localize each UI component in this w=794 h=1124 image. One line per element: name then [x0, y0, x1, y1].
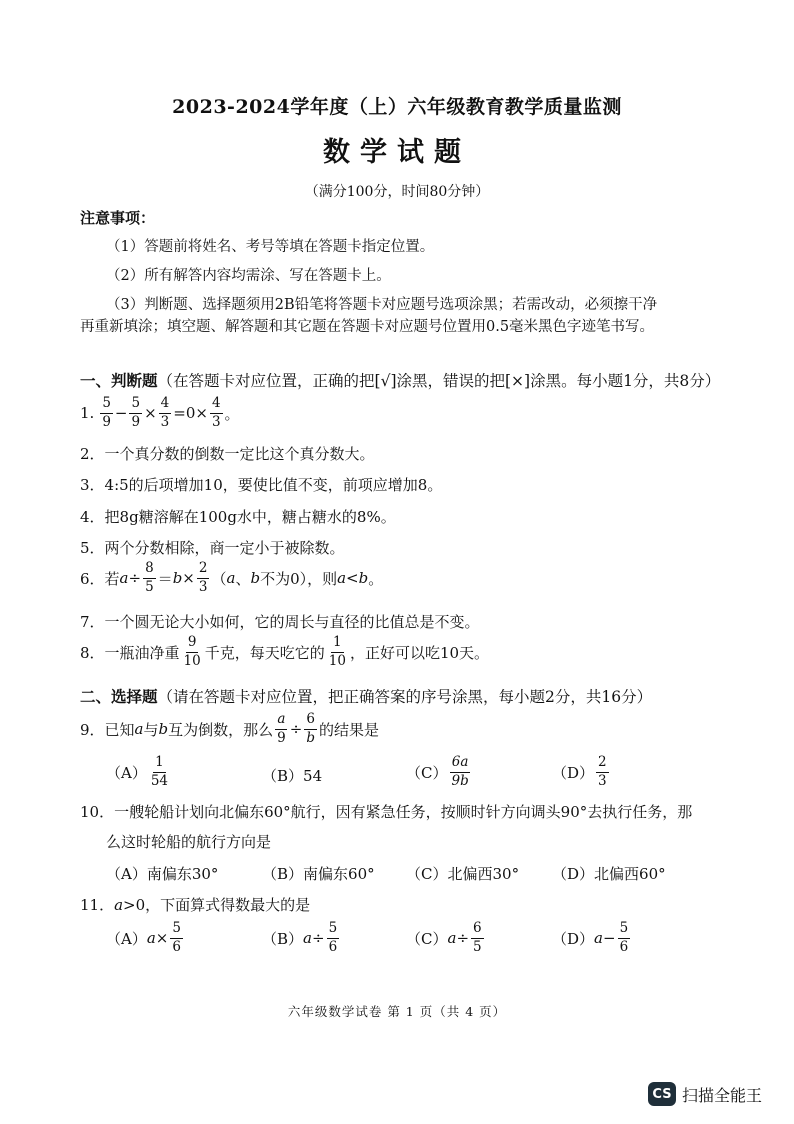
q1-frac-1 — [100, 397, 113, 429]
q6-cond-pre: （ — [211, 569, 227, 588]
q9-option-b-label: （B） — [262, 767, 304, 785]
q6-result: a<b — [337, 569, 369, 587]
q1-frac-2-num: 5 — [129, 397, 142, 414]
question-3: 3．4:5的后项增加10，要使比值不变，前项应增加8。 — [80, 476, 443, 494]
q11-option-a-op: × — [155, 929, 169, 947]
q9-frac-1-den: 9 — [277, 729, 286, 746]
q11-option-a-den: 6 — [172, 938, 181, 955]
q11-option-b-label: （B） — [262, 929, 304, 948]
q1-mid: =0× — [173, 404, 208, 422]
q9-option-d-frac — [596, 756, 609, 788]
q9-div: ÷ — [289, 720, 303, 738]
question-9 — [80, 713, 379, 745]
question-6 — [80, 562, 383, 594]
q8-frac-2-num: 1 — [331, 636, 344, 653]
camscanner-logo-icon: CS — [648, 1082, 676, 1106]
q11-option-a[interactable] — [106, 922, 185, 954]
q6-frac-2-den: 3 — [198, 578, 208, 595]
q11-option-b-frac — [327, 922, 340, 954]
q1-op-1: − — [114, 404, 128, 422]
q11-option-b-den: 6 — [328, 938, 338, 955]
q9-option-c-den: 9b — [451, 772, 469, 789]
section1-heading — [80, 369, 720, 391]
question-1 — [80, 397, 240, 429]
q9-frac-1-num: a — [275, 713, 287, 730]
q1-frac-1-den: 9 — [102, 413, 111, 430]
q9-option-d[interactable] — [552, 756, 611, 788]
q6-cond-a: a — [226, 569, 236, 587]
q6-pre: 6．若 — [80, 569, 120, 588]
section2-title: 二、选择题 — [80, 687, 158, 706]
q9-option-d-label: （D） — [552, 763, 595, 782]
q11-option-c-frac — [471, 922, 484, 954]
section1-desc: （在答题卡对应位置，正确的把[√]涂黑，错误的把[×]涂黑。每小题1分，共8分） — [157, 372, 721, 390]
q11-option-c-op: ÷ — [456, 929, 470, 947]
question-10-line-1: 10．一艘轮船计划向北偏东60°航行，因有紧急任务，按顺时针方向调头90°去执行任务，那 — [80, 803, 693, 821]
q11-option-b[interactable] — [262, 922, 341, 954]
q11-option-d-var: a — [594, 929, 603, 947]
q8-frac-1-num: 9 — [186, 636, 199, 653]
q9-var-a: a — [134, 720, 144, 738]
q11-option-b-op: ÷ — [311, 929, 325, 947]
q9-option-b[interactable] — [262, 765, 322, 786]
q11-option-c[interactable] — [406, 922, 486, 954]
score-info: （满分100分，时间80分钟） — [304, 184, 490, 200]
q8-mid: 千克，每天吃它的 — [204, 643, 325, 662]
q9-option-b-value: 54 — [303, 766, 323, 785]
section2-heading — [80, 685, 652, 707]
q11-option-d-label: （D） — [552, 929, 595, 948]
q8-post: ，正好可以吃10天。 — [349, 643, 490, 662]
q9-post: 的结果是 — [318, 720, 379, 739]
q9-frac-2-num: 6 — [304, 713, 317, 730]
q6-div: ÷ — [128, 569, 142, 587]
q11-var-a: a — [114, 895, 124, 914]
q9-mid2: 互为倒数，那么 — [168, 720, 274, 739]
q6-cond-b: b — [250, 569, 261, 587]
q9-frac-2-den: b — [306, 729, 315, 746]
exam-title: 数学试题 — [323, 137, 471, 168]
q1-frac-4-den: 3 — [211, 413, 221, 430]
question-5: 5．两个分数相除，商一定小于被除数。 — [80, 539, 345, 557]
q8-frac-2 — [327, 636, 348, 668]
q1-frac-2-den: 9 — [131, 413, 141, 430]
notice-item-2: （2）所有解答内容均需涂、写在答题卡上。 — [106, 268, 391, 284]
q1-op-2: × — [144, 404, 157, 422]
q11-option-d-den: 6 — [619, 938, 629, 955]
q10-option-c[interactable]: （C）北偏西30° — [406, 865, 520, 883]
q6-var-b: b — [172, 569, 183, 587]
q9-option-d-den: 3 — [598, 772, 607, 789]
q6-end: 。 — [368, 569, 384, 588]
section2-desc: （请在答题卡对应位置，把正确答案的序号涂黑，每小题2分，共16分） — [157, 688, 653, 706]
q1-end: 。 — [224, 404, 240, 423]
q9-option-c[interactable] — [406, 756, 473, 788]
q9-option-c-label: （C） — [406, 763, 448, 782]
q11-option-a-num: 5 — [170, 922, 183, 939]
question-10-line-2: 么这时轮船的航行方向是 — [106, 833, 272, 851]
scanner-watermark — [648, 1082, 762, 1106]
q11-option-a-frac — [170, 922, 183, 954]
q11-option-b-var: a — [303, 929, 312, 947]
q11-pre: 11． — [80, 896, 115, 914]
q6-cond-mid: 、 — [235, 569, 251, 588]
q9-pre: 9．已知 — [80, 720, 135, 739]
q1-frac-3-den: 3 — [160, 413, 170, 430]
q1-number: 1. — [80, 404, 95, 422]
exam-header: 2023-2024学年度（上）六年级教育教学质量监测 — [172, 96, 622, 118]
q9-frac-1 — [275, 713, 288, 745]
q9-option-a-num: 1 — [153, 756, 166, 773]
q11-post: >0，下面算式得数最大的是 — [123, 896, 311, 914]
section1-title: 一、判断题 — [80, 371, 158, 390]
notice-item-4: 再重新填涂；填空题、解答题和其它题在答题卡对应题号位置用0.5毫米黑色字迹笔书写。 — [80, 319, 655, 335]
notice-item-1: （1）答题前将姓名、考号等填在答题卡指定位置。 — [106, 239, 435, 255]
q6-frac-1-den: 5 — [145, 578, 154, 595]
q11-option-c-var: a — [447, 929, 457, 947]
notice-label: 注意事项： — [80, 209, 156, 227]
q11-option-d-op: − — [602, 929, 616, 947]
q9-var-b: b — [158, 720, 169, 738]
q8-frac-1-den: 10 — [183, 652, 201, 669]
q1-frac-1-num: 5 — [100, 397, 113, 414]
question-7: 7．一个圆无论大小如何，它的周长与直径的比值总是不变。 — [80, 613, 480, 631]
q10-option-b[interactable]: （B）南偏东60° — [262, 865, 375, 883]
question-4: 4．把8g糖溶解在100g水中，糖占糖水的8%。 — [80, 508, 396, 526]
q11-option-a-label: （A） — [106, 929, 147, 948]
q6-frac-1 — [143, 562, 156, 594]
q8-frac-1 — [182, 636, 203, 668]
q6-frac-2 — [197, 562, 210, 594]
q11-option-c-label: （C） — [406, 929, 448, 948]
q6-frac-1-num: 8 — [143, 562, 156, 579]
page-footer: 六年级数学试卷 第 1 页（共 4 页） — [287, 1004, 507, 1019]
q11-option-b-num: 5 — [327, 922, 340, 939]
q6-times: × — [182, 569, 195, 587]
q9-option-a[interactable] — [106, 756, 172, 788]
q9-option-a-label: （A） — [106, 763, 147, 782]
q8-pre: 8．一瓶油净重 — [80, 643, 180, 662]
q10-option-a[interactable]: （A）南偏东30° — [106, 865, 219, 883]
q11-option-c-den: 5 — [473, 938, 482, 955]
q1-frac-3 — [159, 397, 172, 429]
q9-option-d-num: 2 — [596, 756, 609, 773]
q8-frac-2-den: 10 — [328, 652, 346, 669]
q11-option-c-num: 6 — [471, 922, 484, 939]
q10-option-d[interactable]: （D）北偏西60° — [552, 865, 666, 883]
q6-cond-post: 不为0），则 — [260, 569, 338, 588]
q6-eq: ＝ — [157, 569, 173, 588]
q11-option-d-frac — [618, 922, 631, 954]
q11-option-d[interactable] — [552, 922, 632, 954]
q9-option-a-den: 54 — [150, 772, 169, 789]
q9-option-c-num: 6a — [450, 756, 471, 773]
q9-option-c-frac — [449, 756, 470, 788]
notice-item-3: （3）判断题、选择题须用2B铅笔将答题卡对应题号选项涂黑；若需改动，必须擦干净 — [106, 297, 658, 313]
question-11 — [80, 894, 310, 915]
q1-frac-3-num: 4 — [159, 397, 172, 414]
q9-frac-2 — [304, 713, 317, 745]
question-2: 2．一个真分数的倒数一定比这个真分数大。 — [80, 445, 375, 463]
q6-frac-2-num: 2 — [197, 562, 210, 579]
question-8 — [80, 636, 489, 668]
q1-frac-2 — [129, 397, 142, 429]
camscanner-name: 扫描全能王 — [682, 1085, 763, 1105]
q11-option-d-num: 5 — [618, 922, 631, 939]
q1-frac-4-num: 4 — [210, 397, 223, 414]
q9-mid1: 与 — [143, 720, 159, 739]
q6-var-a: a — [119, 569, 129, 587]
q1-frac-4 — [210, 397, 223, 429]
q11-option-a-var: a — [146, 929, 156, 947]
q9-option-a-frac — [149, 756, 170, 788]
